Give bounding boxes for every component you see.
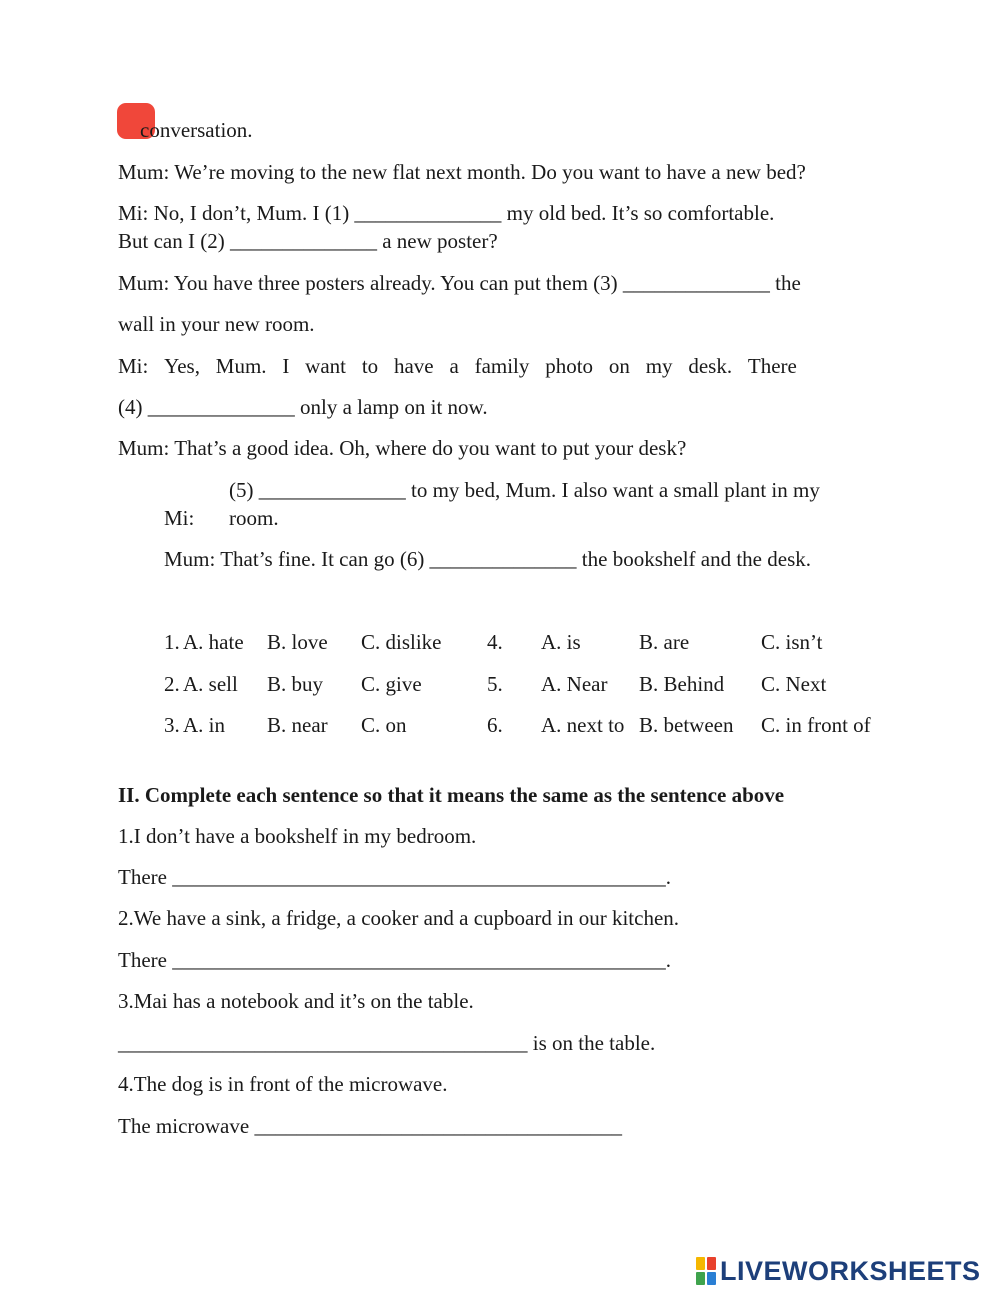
- word: desk.: [688, 354, 733, 378]
- option-b[interactable]: B. near: [267, 713, 328, 737]
- dialogue-intro-end: conversation.: [140, 118, 253, 142]
- dialogue-line-2: Mi: No, I don’t, Mum. I (1) ______________ my old bed. It’s so comfortable.: [118, 201, 775, 225]
- dialogue-line-7: (4) ______________ only a lamp on it now.: [118, 395, 488, 419]
- word: There: [747, 354, 797, 378]
- option-c[interactable]: C. dislike: [361, 630, 442, 654]
- logo-text: LIVEWORKSHEETS: [720, 1255, 981, 1286]
- dialogue-speaker-mi: Mi:: [164, 506, 195, 530]
- option-c[interactable]: C. isn’t: [761, 630, 823, 654]
- option-a[interactable]: A. sell: [183, 672, 238, 696]
- option-c[interactable]: C. in front of: [761, 713, 871, 737]
- exercise-answer-line[interactable]: _______________________________________ is on the table.: [118, 1031, 656, 1055]
- option-number: 3.: [164, 713, 180, 737]
- option-a[interactable]: A. hate: [183, 630, 244, 654]
- word: photo: [545, 354, 594, 378]
- word: Mi:: [118, 354, 149, 378]
- word: my: [645, 354, 673, 378]
- exercise-answer-line[interactable]: The microwave ___________________________________: [118, 1114, 622, 1138]
- option-b[interactable]: B. Behind: [639, 672, 725, 696]
- option-number: 6.: [487, 713, 503, 737]
- word: on: [608, 354, 630, 378]
- logo-tiles-icon: [696, 1257, 716, 1285]
- exercise-sentence: 3.Mai has a notebook and it’s on the table.: [118, 989, 474, 1013]
- option-b[interactable]: B. are: [639, 630, 690, 654]
- option-number: 2.: [164, 672, 180, 696]
- dialogue-line-6: [118, 356, 797, 377]
- exercise-sentence: 4.The dog is in front of the microwave.: [118, 1072, 448, 1096]
- word: have: [393, 354, 434, 378]
- word: Yes,: [164, 354, 200, 378]
- dialogue-line-1: Mum: We’re moving to the new flat next month. Do you want to have a new bed?: [118, 160, 806, 184]
- option-number: 4.: [487, 630, 503, 654]
- option-c[interactable]: C. on: [361, 713, 407, 737]
- option-b[interactable]: B. between: [639, 713, 734, 737]
- word: to: [361, 354, 379, 378]
- word: want: [305, 354, 346, 378]
- option-b[interactable]: B. buy: [267, 672, 324, 696]
- exercise-answer-line[interactable]: There _______________________________________________.: [118, 865, 671, 889]
- option-a[interactable]: A. next to: [541, 713, 625, 737]
- section-2-heading: II. Complete each sentence so that it means the same as the sentence above: [118, 783, 785, 807]
- option-a[interactable]: A. is: [541, 630, 581, 654]
- option-number: 1.: [164, 630, 180, 654]
- option-b[interactable]: B. love: [267, 630, 328, 654]
- dialogue-line-5: wall in your new room.: [118, 312, 315, 336]
- dialogue-line-10: Mum: That’s fine. It can go (6) ______________ the bookshelf and the desk.: [164, 547, 812, 571]
- option-number: 5.: [487, 672, 503, 696]
- exercise-sentence: 1.I don’t have a bookshelf in my bedroom.: [118, 824, 477, 848]
- dialogue-line-9b: room.: [229, 506, 279, 530]
- option-a[interactable]: A. Near: [541, 672, 608, 696]
- option-a[interactable]: A. in: [183, 713, 225, 737]
- word: Mum.: [215, 354, 267, 378]
- dialogue-line-4: Mum: You have three posters already. You can put them (3) ______________ the: [118, 271, 801, 295]
- word: I: [282, 354, 290, 378]
- dialogue-line-8: Mum: That’s a good idea. Oh, where do you want to put your desk?: [118, 436, 687, 460]
- dialogue-line-9a: (5) ______________ to my bed, Mum. I also want a small plant in my: [229, 478, 820, 502]
- exercise-sentence: 2.We have a sink, a fridge, a cooker and a cupboard in our kitchen.: [118, 906, 680, 930]
- option-c[interactable]: C. give: [361, 672, 422, 696]
- dialogue-line-3: But can I (2) ______________ a new poster?: [118, 229, 498, 253]
- word: family: [474, 354, 530, 378]
- word: a: [449, 354, 459, 378]
- exercise-answer-line[interactable]: There _______________________________________________.: [118, 948, 671, 972]
- liveworksheets-logo: [696, 1256, 981, 1286]
- option-c[interactable]: C. Next: [761, 672, 827, 696]
